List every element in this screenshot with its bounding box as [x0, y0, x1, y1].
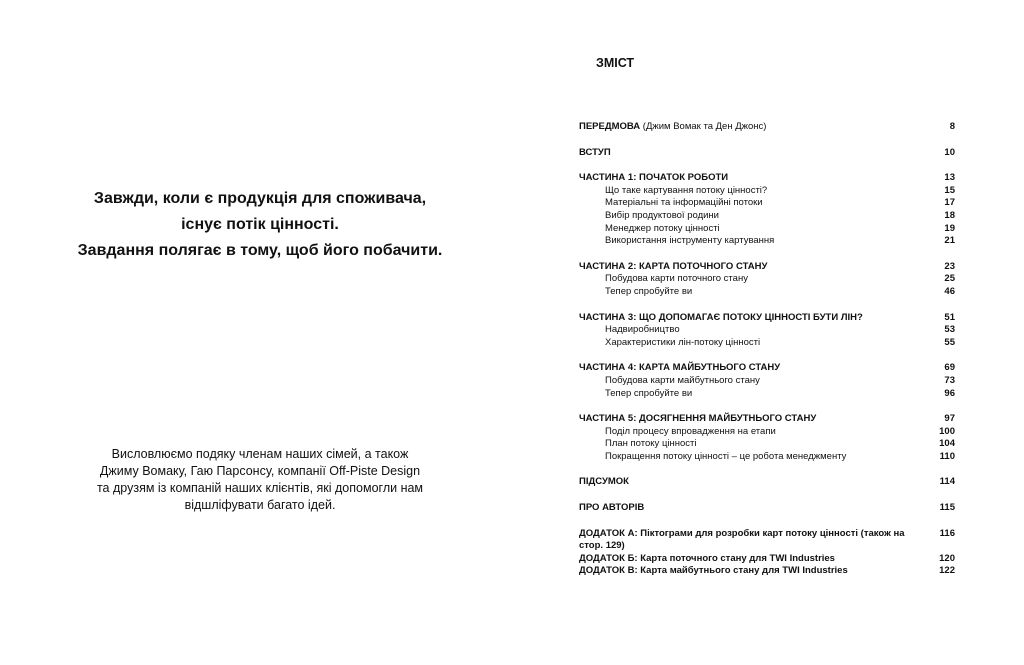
- toc-entry-summary[interactable]: [579, 476, 955, 489]
- thanks-line: Висловлюємо подяку членам наших сімей, а також: [111, 447, 409, 461]
- thanks-line: відшліфувати багато ідей.: [184, 498, 336, 512]
- toc-subentry[interactable]: [579, 337, 955, 350]
- toc-page-number: 122: [939, 565, 955, 577]
- toc-subentry[interactable]: [579, 426, 955, 439]
- toc-entry-label: Тепер спробуйте ви: [605, 387, 693, 399]
- toc-page-number: 104: [939, 438, 955, 450]
- toc-entry-label: ДОДАТОК В: Карта майбутнього стану для TWI Industries: [579, 565, 848, 577]
- toc-entry-note: (Джим Вомак та Ден Джонс): [640, 121, 767, 132]
- toc-entry-label: Побудова карти майбутнього стану: [605, 374, 760, 386]
- quote-line: існує потік цінності.: [181, 216, 339, 233]
- toc-page-number: 19: [944, 222, 955, 234]
- toc-page-number: 17: [944, 197, 955, 209]
- toc-entry-authors[interactable]: [579, 502, 955, 515]
- toc-entry-appendix-b[interactable]: [579, 553, 955, 566]
- toc-entry-label: Поділ процесу впровадження на етапи: [605, 425, 776, 437]
- toc-subentry[interactable]: [579, 451, 955, 464]
- toc-entry-label: ЧАСТИНА 2: КАРТА ПОТОЧНОГО СТАНУ: [579, 260, 768, 272]
- toc-page-number: 51: [944, 311, 955, 323]
- table-of-contents: [579, 121, 955, 578]
- toc-page-number: 69: [944, 362, 955, 374]
- toc-subentry[interactable]: [579, 286, 955, 299]
- toc-subentry[interactable]: [579, 273, 955, 286]
- toc-entry-label: Характеристики лін-потоку цінності: [605, 336, 761, 348]
- toc-page-number: 46: [944, 285, 955, 297]
- toc-entry-label: Тепер спробуйте ви: [605, 285, 693, 297]
- epigraph-quote: [40, 186, 480, 264]
- toc-page-number: 114: [939, 476, 955, 488]
- toc-entry-intro[interactable]: [579, 147, 955, 160]
- toc-page-number: 25: [944, 273, 955, 285]
- toc-page-number: 97: [944, 413, 955, 425]
- toc-entry-label: Використання інструменту картування: [605, 235, 775, 247]
- toc-page-number: 96: [944, 387, 955, 399]
- toc-subentry[interactable]: [579, 235, 955, 248]
- toc-entry-label: ЧАСТИНА 1: ПОЧАТОК РОБОТИ: [579, 172, 729, 184]
- toc-entry-part-4[interactable]: [579, 362, 955, 375]
- toc-page-number: 110: [939, 450, 955, 462]
- toc-page-number: 55: [944, 336, 955, 348]
- toc-subentry[interactable]: [579, 324, 955, 337]
- toc-entry-label: ЧАСТИНА 5: ДОСЯГНЕННЯ МАЙБУТНЬОГО СТАНУ: [579, 413, 817, 425]
- acknowledgements: [60, 446, 460, 514]
- toc-entry-preface[interactable]: [579, 121, 955, 134]
- toc-page-number: 15: [944, 184, 955, 196]
- toc-entry-label: Надвиробництво: [605, 324, 680, 336]
- toc-entry-label: ПЕРЕДМОВА: [579, 121, 641, 132]
- thanks-line: Джиму Вомаку, Гаю Парсонсу, компанії Off-Piste Design: [99, 464, 421, 478]
- toc-entry-label: ДОДАТОК Б: Карта поточного стану для TWI Industries: [579, 552, 835, 564]
- toc-entry-label: Матеріальні та інформаційні потоки: [605, 197, 763, 209]
- toc-page-number: 18: [944, 209, 955, 221]
- toc-entry-part-3[interactable]: [579, 312, 955, 325]
- toc-entry-part-1[interactable]: [579, 172, 955, 185]
- toc-entry-label: ПРО АВТОРІВ: [579, 502, 645, 514]
- toc-subentry[interactable]: [579, 210, 955, 223]
- right-page: [512, 0, 1024, 665]
- toc-entry-part-5[interactable]: [579, 413, 955, 426]
- toc-subentry[interactable]: [579, 438, 955, 451]
- toc-entry-label: ЧАСТИНА 4: КАРТА МАЙБУТНЬОГО СТАНУ: [579, 362, 781, 374]
- quote-line: Завжди, коли є продукція для споживача,: [93, 190, 427, 207]
- toc-entry-label: План потоку цінності: [605, 438, 697, 450]
- toc-entry-label: Побудова карти поточного стану: [605, 273, 748, 285]
- toc-entry-label: Що таке картування потоку цінності?: [605, 184, 768, 196]
- toc-page-number: 53: [944, 324, 955, 336]
- toc-subentry[interactable]: [579, 197, 955, 210]
- toc-page-number: 8: [949, 121, 955, 132]
- toc-page-number: 100: [939, 425, 955, 437]
- toc-page-number: 23: [944, 260, 955, 272]
- toc-page-number: 13: [944, 172, 955, 184]
- toc-page-number: 115: [939, 502, 955, 514]
- toc-page-number: 10: [944, 146, 955, 158]
- toc-entry-label: Вибір продуктової родини: [605, 209, 719, 221]
- toc-subentry[interactable]: [579, 388, 955, 401]
- toc-subentry[interactable]: [579, 185, 955, 198]
- toc-entry-label: ПІДСУМОК: [579, 476, 629, 488]
- toc-page-number: 73: [944, 374, 955, 386]
- toc-entry-label: ВСТУП: [579, 146, 611, 158]
- toc-page-number: 116: [939, 527, 955, 539]
- toc-title: ЗМІСТ: [596, 56, 635, 70]
- toc-entry-label: ЧАСТИНА 3: ЩО ДОПОМАГАЄ ПОТОКУ ЦІННОСТІ БУТИ ЛІН?: [579, 311, 863, 323]
- toc-page-number: 120: [939, 552, 955, 564]
- toc-entry-appendix-c[interactable]: [579, 565, 955, 578]
- toc-page-number: 21: [944, 235, 955, 247]
- thanks-line: та друзям із компаній наших клієнтів, які допомогли нам: [96, 481, 424, 495]
- toc-subentry[interactable]: [579, 223, 955, 236]
- toc-entry-label: ДОДАТОК А: Піктограми для розробки карт потоку цінності (також на стор. 129): [579, 527, 905, 552]
- toc-entry-appendix-a[interactable]: [579, 528, 955, 553]
- toc-entry-part-2[interactable]: [579, 261, 955, 274]
- toc-entry-label: Менеджер потоку цінності: [605, 222, 720, 234]
- toc-subentry[interactable]: [579, 375, 955, 388]
- quote-line: Завдання полягає в тому, щоб його побачити.: [77, 242, 443, 259]
- toc-entry-label: Покращення потоку цінності – це робота менеджменту: [605, 450, 847, 462]
